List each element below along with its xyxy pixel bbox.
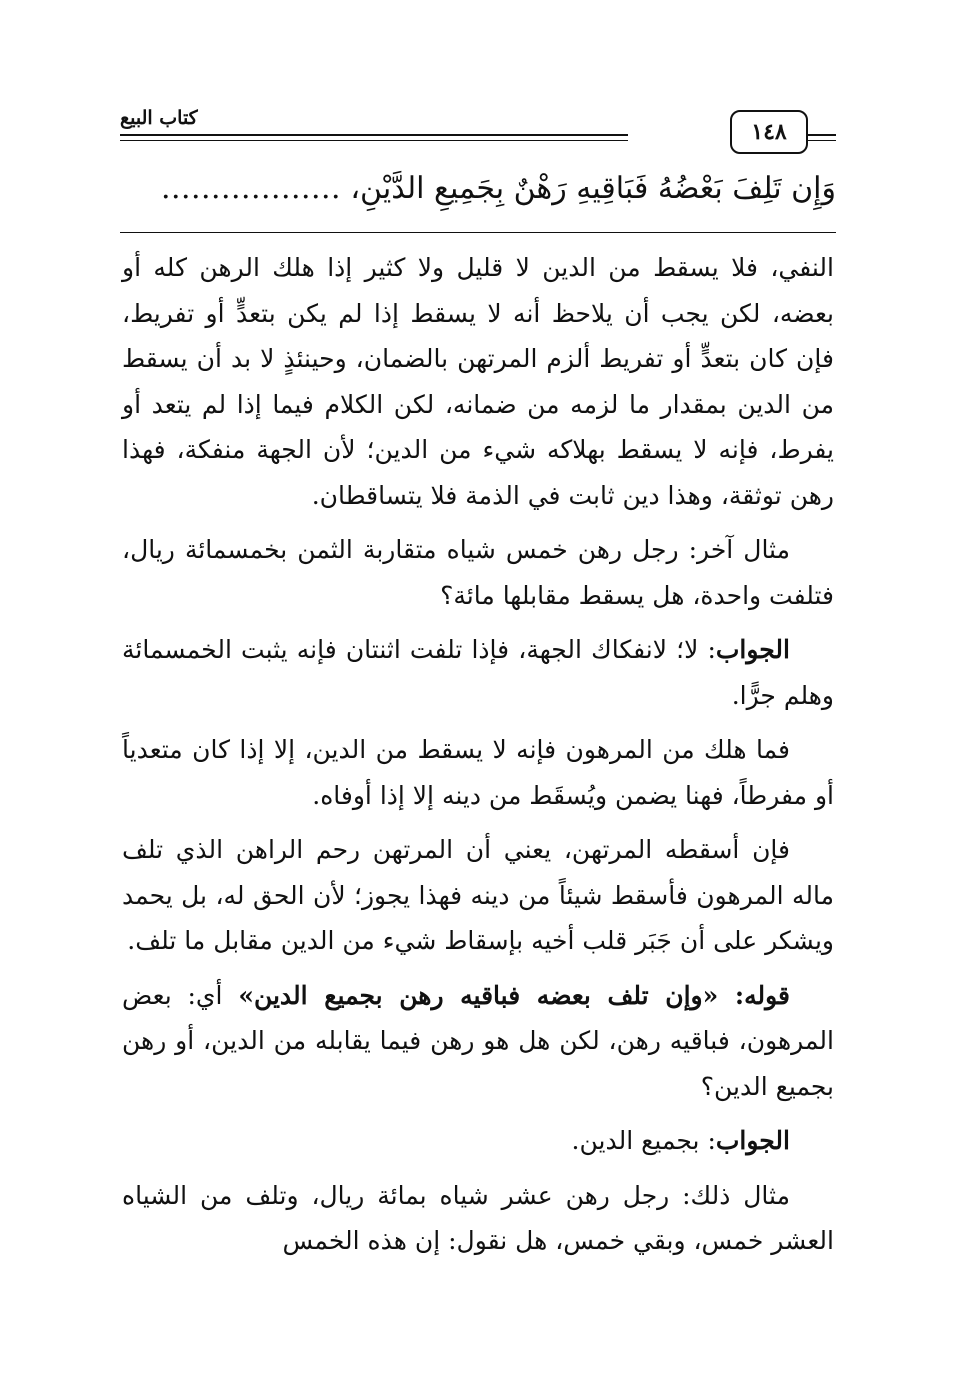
paragraph: النفي، فلا يسقط من الدين لا قليل ولا كثير إذا هلك الرهن كله أو بعضه، لكن يجب أن يلاحظ أنه لا يسقط إذا لم يكن بتعدٍّ أو تفريط، فإن كان بتعدٍّ أو تفريط ألزم المرتهن بالضمان، وحينئذٍ لا بد أن يسقط من الدين بمقدار ما لزمه من ضمانه، لكن الكلام فيما إذا لم يتعد أو يفرط، فإنه لا يسقط بهلاكه شيء من الدين؛ لأن الجهة منفكة، فهذا رهن توثقة، وهذا دين ثابت في الذمة فلا يتساقطان.	[122, 253, 834, 510]
quote-label: قوله: «وإن تلف بعضه فباقيه رهن بجميع الدين»	[238, 980, 790, 1010]
paragraph: فما هلك من المرهون فإنه لا يسقط من الدين، إلا إذا كان متعدياً أو مفرطاً، فهنا يضمن ويُسقَط من دينه إلا إذا أوفاه.	[122, 735, 834, 810]
paragraph: مثال آخر: رجل رهن خمس شياه متقاربة الثمن بخمسمائة ريال، فتلفت واحدة، هل يسقط مقابلها مائة؟	[122, 535, 834, 610]
page-number: ١٤٨	[730, 110, 808, 154]
answer-text: : بجميع الدين.	[571, 1126, 716, 1155]
paragraph	[122, 627, 834, 718]
page-header	[120, 104, 836, 154]
paragraph	[122, 1118, 834, 1164]
commentary-body	[122, 245, 834, 1273]
header-rule-right-thin	[806, 140, 836, 141]
answer-label: الجواب	[715, 1126, 790, 1155]
matn-text: وَإِن تَلِفَ بَعْضُهُ فَبَاقِيهِ رَهْنٌ بِجَمِيعِ الدَّيْنِ،	[350, 171, 836, 206]
paragraph	[122, 973, 834, 1110]
answer-text: : لا؛ لانفكاك الجهة، فإذا تلفت اثنتان فإنه يثبت الخمسمائة وهلم جرًّا.	[122, 635, 834, 710]
quote-text: أي: بعض المرهون، فباقيه رهن، لكن هل هو رهن فيما يقابله من الدين، أو رهن بجميع الدين؟	[122, 980, 834, 1101]
matn-line	[120, 162, 836, 216]
matn-separator	[120, 232, 836, 233]
paragraph: فإن أسقطه المرتهن، يعني أن المرتهن رحم الراهن الذي تلف ماله المرهون فأسقط شيئاً من دينه فهذا يجوز؛ لأن الحق له، بل يحمد ويشكر على أن جَبَر قلب أخيه بإسقاط شيء من الدين مقابل ما تلف.	[122, 835, 834, 955]
header-rule-right	[806, 134, 836, 136]
header-rule-thin	[120, 140, 628, 141]
paragraph: مثال ذلك: رجل رهن عشر شياه بمائة ريال، وتلف من الشياه العشر خمس، وبقي خمس، هل نقول: إن هذه الخمس	[122, 1180, 834, 1255]
book-title: كتاب البيع	[120, 107, 198, 129]
matn-dots: ………………	[160, 171, 341, 206]
header-rule	[120, 134, 628, 136]
answer-label: الجواب	[715, 635, 790, 664]
